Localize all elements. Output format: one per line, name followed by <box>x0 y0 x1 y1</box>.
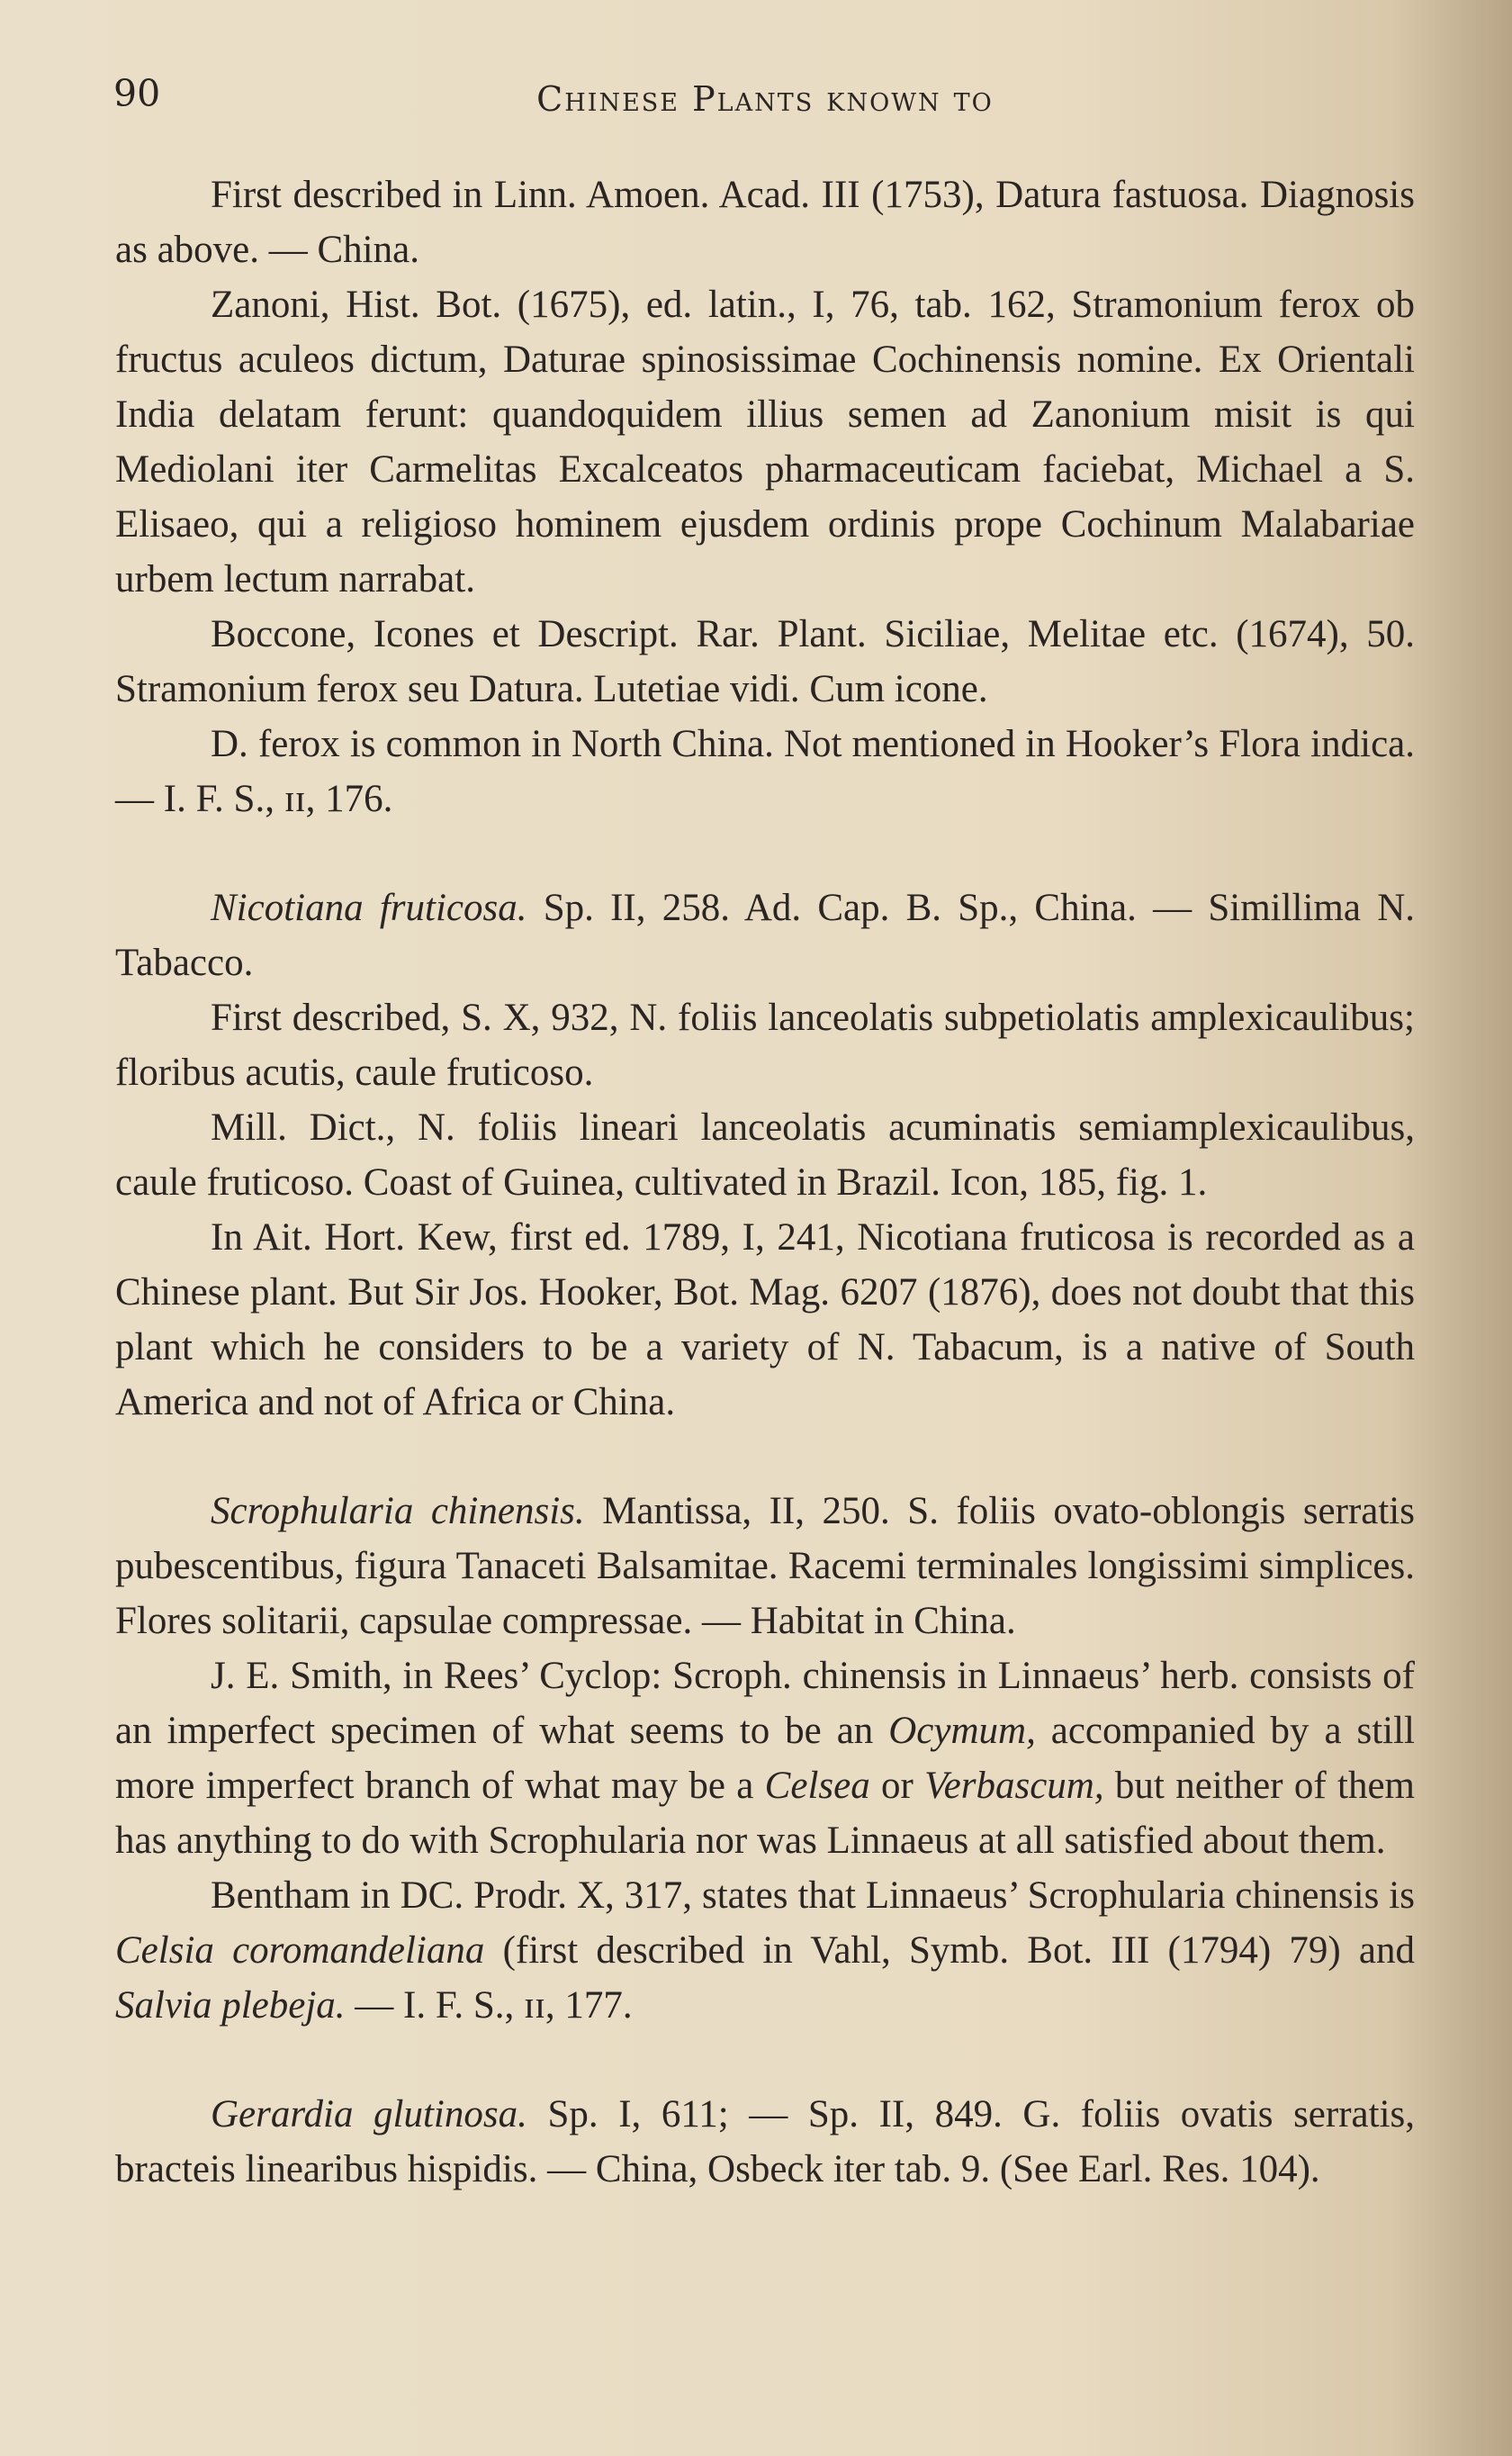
species-entry-paragraph <box>115 2087 1415 2197</box>
paragraph <box>115 1648 1415 1868</box>
paragraph <box>115 990 1415 1100</box>
text-run: (first described in Vahl, Symb. Bot. III (1794) 79) and <box>484 1929 1415 1972</box>
text-run: Mantissa, II, 250. S. foliis ovato-oblongis serratis pubescentibus, figura Tanaceti Balsamitae. Racemi terminales longissimi simplices. Flores solitarii, capsulae compressae. — Habitat in China. <box>115 1490 1415 1642</box>
page-header <box>108 72 1422 135</box>
italic-name: Scrophularia chinensis. <box>211 1490 585 1532</box>
text-run: accompanied by a still more imperfect branch of what may be a <box>115 1710 1415 1807</box>
italic-name: Celsia coromandeliana <box>115 1929 485 1972</box>
text-run: Sp. I, 611; — Sp. II, 849. G. foliis ovatis serratis, bracteis linearibus hispidis. — China, Osbeck iter tab. 9. (See Earl. Res. 104). <box>115 2093 1415 2190</box>
text-run: First described, S. X, 932, N. foliis lanceolatis subpetiolatis amplexicaulibus; floribus acutis, caule fruticoso. <box>115 997 1415 1094</box>
text-run: Sp. II, 258. Ad. Cap. B. Sp., China. — Simillima N. Tabacco. <box>115 887 1415 984</box>
text-run: Bentham in DC. Prodr. X, 317, states that Linnaeus’ Scrophularia chinensis is <box>211 1874 1415 1917</box>
text-run: Boccone, Icones et Descript. Rar. Plant. Siciliae, Melitae etc. (1674), 50. Stramonium ferox seu Datura. Lutetiae vidi. Cum icone. <box>115 613 1415 710</box>
italic-name: Verbascum, <box>924 1765 1104 1807</box>
text-run: — I. F. S., ɪɪ, 177. <box>345 1984 633 2027</box>
body-text <box>115 167 1415 2197</box>
text-run: In Ait. Hort. Kew, first ed. 1789, I, 241, Nicotiana fruticosa is recorded as a Chinese plant. But Sir Jos. Hooker, Bot. Mag. 6207 (1876), does not doubt that this plant which he considers to be a variety of N. Tabacum, is a native of South America and not of Africa or China. <box>115 1216 1415 1423</box>
text-run: First described in Linn. Amoen. Acad. III (1753), Datura fastuosa. Diagnosis as above. — China. <box>115 174 1415 271</box>
species-entry-paragraph <box>115 880 1415 990</box>
italic-name: Nicotiana fruticosa. <box>211 887 527 929</box>
page-number: 90 <box>113 72 161 115</box>
paragraph <box>115 1210 1415 1430</box>
paragraph <box>115 717 1415 826</box>
paragraph <box>115 1868 1415 2033</box>
text-run: J. E. Smith, in Rees’ Cyclop: Scroph. chinensis in Linnaeus’ herb. consists of an imperfect specimen of what seems to be an <box>115 1655 1415 1752</box>
running-head: Chinese Plants known to <box>536 79 994 119</box>
text-run: Zanoni, Hist. Bot. (1675), ed. latin., I, 76, tab. 162, Stramonium ferox ob fructus aculeos dictum, Daturae spinosissimae Cochinensis nomine. Ex Orientali India delatam ferunt: quandoquidem illius semen ad Zanonium misit is qui Mediolani iter Carmelitas Excalceatos pharmaceuticam faciebat, Michael a S. Elisaeo, qui a religioso hominem ejusdem ordinis prope Cochinum Malabariae urbem lectum narrabat. <box>115 284 1415 600</box>
species-entry-paragraph <box>115 1484 1415 1648</box>
paragraph <box>115 607 1415 717</box>
text-run: D. ferox is common in North China. Not mentioned in Hooker’s Flora indica. — I. F. S., ɪɪ, 176. <box>115 723 1415 820</box>
paragraph <box>115 277 1415 607</box>
text-run: or <box>869 1765 925 1807</box>
italic-name: Gerardia glutinosa. <box>211 2093 527 2135</box>
italic-name: Salvia plebeja. <box>115 1984 346 2027</box>
paragraph <box>115 1100 1415 1210</box>
italic-name: Ocymum, <box>888 1710 1036 1752</box>
text-run: Mill. Dict., N. foliis lineari lanceolatis acuminatis semiamplexicaulibus, caule fruticoso. Coast of Guinea, cultivated in Brazil. Icon, 185, fig. 1. <box>115 1106 1415 1204</box>
italic-name: Celsea <box>764 1765 870 1807</box>
paragraph <box>115 167 1415 277</box>
text-run: but neither of them has anything to do with Scrophularia nor was Linnaeus at all satisfied about them. <box>115 1765 1415 1862</box>
